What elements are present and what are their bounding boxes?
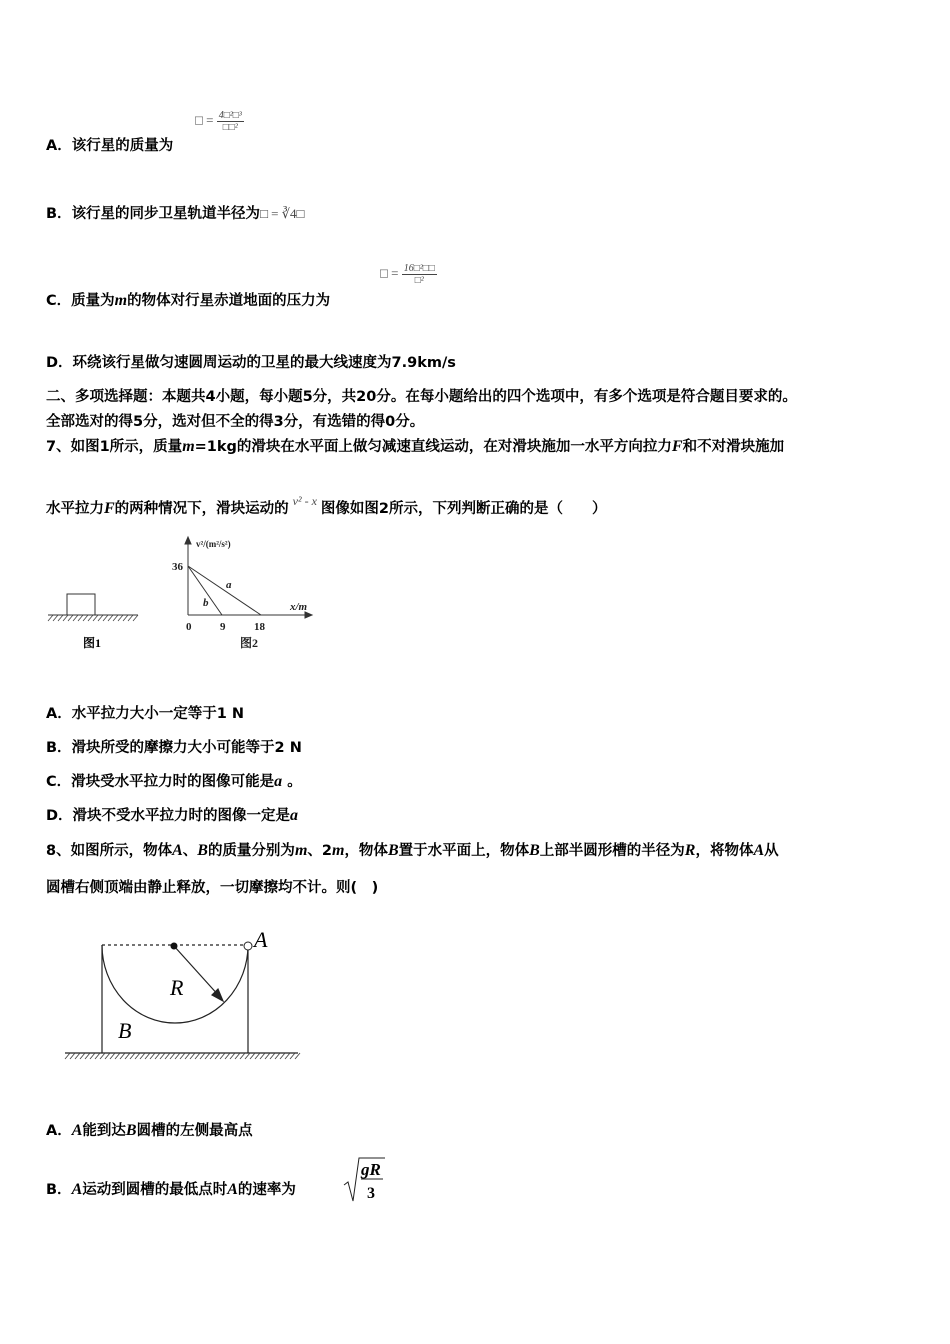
option-text: 水平拉力大小一定等于1 N — [71, 706, 245, 722]
numerator: 4□²□³ — [218, 110, 242, 121]
option-label: C． — [46, 293, 72, 309]
hatch-mark — [230, 1053, 235, 1059]
hatch-mark — [65, 1053, 70, 1059]
hatch-mark — [195, 1053, 200, 1059]
option-text: 滑块所受的摩擦力大小可能等于2 N — [71, 740, 302, 756]
hatch-mark — [58, 615, 63, 621]
question-8-figure — [60, 925, 310, 1070]
hatch-mark — [200, 1053, 205, 1059]
variable: A — [227, 1181, 238, 1198]
option-label: B． — [46, 206, 72, 222]
hatch-mark — [260, 1053, 265, 1059]
variable: F — [104, 500, 115, 517]
hatch-mark — [175, 1053, 180, 1059]
hatch-mark — [215, 1053, 220, 1059]
option-8a — [46, 1119, 253, 1140]
option-7c — [46, 770, 302, 791]
text: 从 — [764, 843, 779, 859]
option-label: A． — [46, 1123, 72, 1139]
hatch-mark — [280, 1053, 285, 1059]
x-axis-label: x/m — [290, 601, 308, 613]
formula-lhs: □ = — [380, 265, 399, 281]
hatch-mark — [108, 615, 113, 621]
hatch-mark — [78, 615, 83, 621]
option-text: 的物体对行星赤道地面的压力为 — [127, 293, 331, 309]
option-text: 环绕该行星做匀速圆周运动的卫星的最大线速度为7.9km/s — [72, 355, 456, 371]
hatch-mark — [150, 1053, 155, 1059]
hatch-mark — [73, 615, 78, 621]
y-axis-label: v²/(m²/s²) — [196, 539, 231, 549]
figure-2-caption: 图2 — [240, 636, 259, 650]
hatch-mark — [85, 1053, 90, 1059]
figure-1-caption: 图1 — [83, 636, 102, 650]
line-a — [188, 566, 261, 615]
variable: m — [114, 292, 128, 309]
question-7-line1 — [46, 435, 784, 456]
option-text: 。 — [282, 774, 302, 790]
section-heading: 二、多项选择题：本题共4小题，每小题5分，共20分。在每小题给出的四个选项中，有多个选项是符合题目要求的。 — [46, 389, 797, 405]
option-label: C． — [46, 774, 72, 790]
text: ，物体 — [344, 843, 388, 859]
x-tick: 18 — [254, 621, 265, 633]
text: 8、如图所示，物体 — [46, 843, 173, 859]
hatch-mark — [120, 1053, 125, 1059]
text: 水平拉力 — [46, 501, 104, 517]
denominator: □□² — [222, 122, 238, 133]
hatch-mark — [135, 1053, 140, 1059]
hatch-mark — [68, 615, 73, 621]
variable: A — [753, 842, 765, 859]
hatch-mark — [128, 615, 133, 621]
hatch-mark — [130, 1053, 135, 1059]
hatch-mark — [225, 1053, 230, 1059]
hatch-mark — [275, 1053, 280, 1059]
text: ，将物体 — [695, 843, 754, 859]
variable: B — [125, 1122, 137, 1139]
hatch-mark — [190, 1053, 195, 1059]
variable: m — [182, 438, 195, 455]
hatch-mark — [115, 1053, 120, 1059]
text: 7、如图1所示，质量 — [46, 439, 183, 455]
hatch-mark — [103, 615, 108, 621]
section-instructions: 全部选对的得5分，选对但不全的得3分，有选错的得0分。 — [46, 414, 425, 430]
hatch-mark — [90, 1053, 95, 1059]
variable: a — [274, 773, 283, 790]
hatch-mark — [63, 615, 68, 621]
question-7-line2 — [46, 494, 607, 518]
option-label: D． — [46, 355, 73, 371]
question-8-line2: 圆槽右侧顶端由静止释放，一切摩擦均不计。则( ) — [46, 880, 379, 896]
hatch-mark — [95, 1053, 100, 1059]
text: 、2 — [307, 843, 332, 859]
text: 和不对滑块施加 — [682, 439, 785, 455]
option-label: D． — [46, 808, 73, 824]
option-text: 运动到圆槽的最低点时 — [82, 1182, 228, 1198]
numerator: gR — [361, 1160, 381, 1179]
text: 上部半圆形槽的半径为 — [539, 843, 685, 859]
hatch-mark — [270, 1053, 275, 1059]
formula-lhs: □ = — [195, 112, 214, 128]
option-7a — [46, 702, 244, 723]
hatch-mark — [235, 1053, 240, 1059]
hatch-mark — [185, 1053, 190, 1059]
hatch-mark — [265, 1053, 270, 1059]
hatch-mark — [105, 1053, 110, 1059]
sqrt-formula — [342, 1155, 387, 1205]
hatch-mark — [83, 615, 88, 621]
hatch-mark — [140, 1053, 145, 1059]
hatch-mark — [70, 1053, 75, 1059]
hatch-mark — [180, 1053, 185, 1059]
hatch-mark — [125, 1053, 130, 1059]
text: =1kg的滑块在水平面上做匀减速直线运动，在对滑块施加一水平方向拉力 — [194, 439, 672, 455]
denominator: □² — [414, 275, 424, 286]
option-8b — [46, 1178, 296, 1199]
question-8-line1 — [46, 839, 779, 860]
figure-1 — [48, 594, 138, 650]
text: 、 — [182, 843, 198, 859]
hatch-mark — [170, 1053, 175, 1059]
fraction — [402, 263, 437, 286]
variable: R — [684, 842, 696, 859]
ball-a — [244, 942, 252, 950]
option-text: 的速率为 — [237, 1182, 296, 1198]
variable: A — [71, 1181, 83, 1198]
option-label: A． — [46, 138, 72, 154]
option-label: A． — [46, 706, 72, 722]
hatch-mark — [165, 1053, 170, 1059]
fraction — [217, 110, 244, 133]
hatch-mark — [295, 1053, 300, 1059]
variable: A — [172, 842, 183, 859]
y-arrow — [185, 537, 191, 544]
text: 图像如图2所示，下列判断正确的是（ ） — [320, 501, 607, 517]
hatch-mark — [98, 615, 103, 621]
hatch-mark — [100, 1053, 105, 1059]
hatch-mark — [285, 1053, 290, 1059]
variable: m — [294, 842, 308, 859]
hatch-mark — [80, 1053, 85, 1059]
variable: m — [331, 842, 345, 859]
label-b: B — [118, 1018, 132, 1043]
variable: A — [71, 1122, 83, 1139]
block — [67, 594, 95, 615]
variable: B — [387, 842, 399, 859]
x-tick: 9 — [220, 621, 226, 633]
hatch-mark — [155, 1053, 160, 1059]
hatch-mark — [220, 1053, 225, 1059]
hatch-mark — [113, 615, 118, 621]
text: 置于水平面上，物体 — [398, 843, 530, 859]
question-7-figures — [40, 530, 340, 660]
option-text: 能到达 — [82, 1123, 126, 1139]
option-7b — [46, 736, 302, 757]
hatch-mark — [110, 1053, 115, 1059]
hatch-mark — [133, 615, 138, 621]
center-dot — [171, 943, 178, 950]
hatch-mark — [93, 615, 98, 621]
hatch-mark — [160, 1053, 165, 1059]
option-label: B． — [46, 1182, 72, 1198]
ground-hatch — [65, 1053, 300, 1059]
hatch-mark — [75, 1053, 80, 1059]
line-b-label: b — [203, 597, 209, 609]
hatch-mark — [48, 615, 53, 621]
hatch-mark — [245, 1053, 250, 1059]
numerator: 16□²□□ — [403, 263, 435, 274]
line-a-label: a — [226, 579, 232, 591]
option-text: 该行星的同步卫星轨道半径为 — [71, 206, 261, 222]
formula-radius: □ = ∛4□ — [260, 206, 305, 221]
option-text: 圆槽的左侧最高点 — [136, 1123, 253, 1139]
label-r: R — [170, 975, 184, 1000]
option-text: 该行星的质量为 — [71, 138, 174, 154]
ground-hatch — [48, 615, 138, 621]
hatch-mark — [255, 1053, 260, 1059]
hatch-mark — [145, 1053, 150, 1059]
x-tick: 0 — [186, 621, 192, 633]
hatch-mark — [123, 615, 128, 621]
option-text: 质量为 — [71, 293, 115, 309]
formula-force — [380, 263, 437, 286]
denominator: 3 — [367, 1185, 375, 1202]
hatch-mark — [290, 1053, 295, 1059]
variable: B — [197, 842, 208, 859]
graph-type: v² - x — [292, 494, 317, 508]
formula-mass — [195, 110, 244, 133]
label-a: A — [254, 927, 268, 952]
text: 的质量分别为 — [207, 843, 295, 859]
y-tick: 36 — [172, 561, 183, 573]
variable: F — [671, 438, 683, 455]
variable: a — [290, 807, 299, 824]
variable: B — [529, 842, 540, 859]
hatch-mark — [88, 615, 93, 621]
option-7d — [46, 804, 298, 825]
option-6a — [46, 134, 173, 155]
option-text: 滑块不受水平拉力时的图像一定是 — [72, 808, 291, 824]
option-6b — [46, 202, 304, 223]
hatch-mark — [240, 1053, 245, 1059]
option-text: 滑块受水平拉力时的图像可能是 — [71, 774, 275, 790]
hatch-mark — [118, 615, 123, 621]
hatch-mark — [210, 1053, 215, 1059]
hatch-mark — [53, 615, 58, 621]
option-label: B． — [46, 740, 72, 756]
option-6c — [46, 289, 330, 310]
option-6d — [46, 351, 456, 372]
hatch-mark — [205, 1053, 210, 1059]
text: 的两种情况下，滑块运动的 — [114, 501, 289, 517]
hatch-mark — [250, 1053, 255, 1059]
